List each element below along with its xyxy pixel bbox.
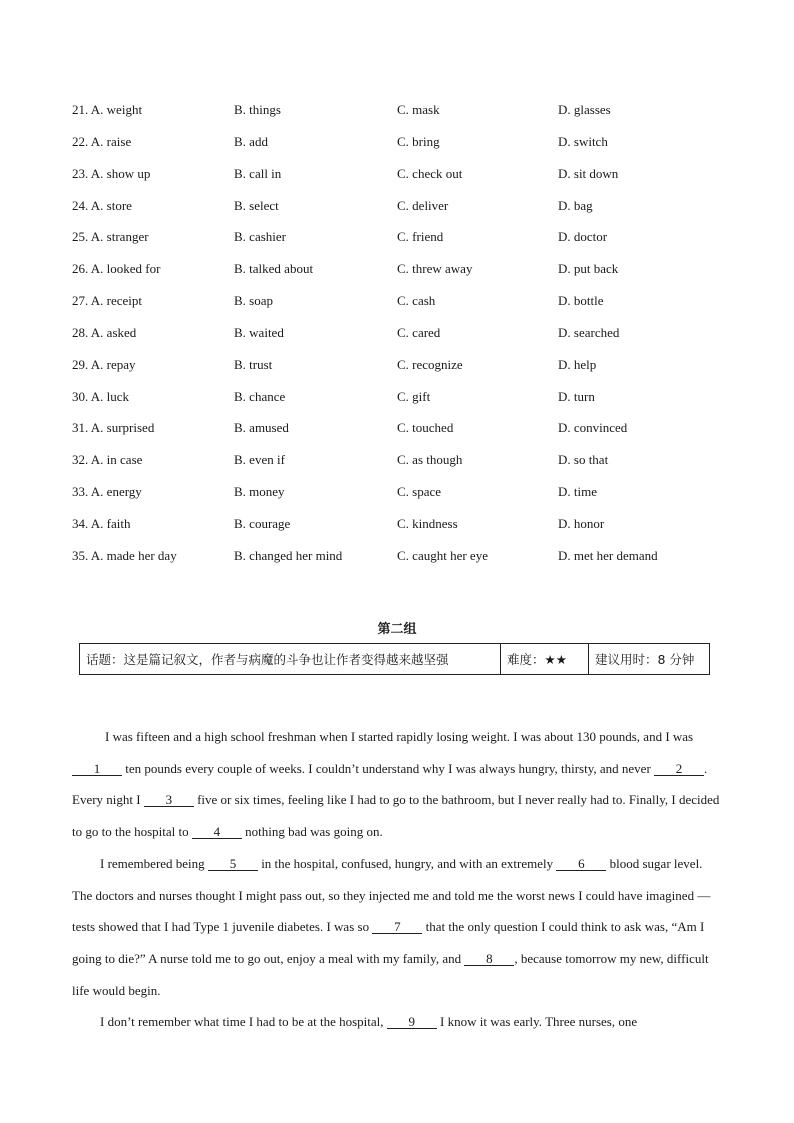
answer-options xyxy=(72,102,732,580)
text-span: five or six times, feeling like I had to go to the bathroom, but I never really had to. Finally, I decided to go to the hospital to xyxy=(72,792,720,840)
text-span: blood sugar level. The doctors and nurses thought I might pass out, so they injected me and told me the worst news I could have imagined — tests showed that I had Type 1 juvenile diabetes. I was so xyxy=(72,855,711,935)
option-d: D. help xyxy=(558,356,597,372)
option-d: D. so that xyxy=(558,452,609,468)
option-d: D. convinced xyxy=(558,420,628,436)
option-d: D. searched xyxy=(558,324,620,340)
option-row-32 xyxy=(72,452,732,484)
passage xyxy=(72,721,722,1038)
text-span: I remembered being xyxy=(100,855,208,871)
paragraph-2 xyxy=(72,848,722,1007)
option-c: C. touched xyxy=(397,420,454,436)
option-b: B. waited xyxy=(234,324,284,340)
blank-7: 7 xyxy=(372,920,422,934)
option-d: D. turn xyxy=(558,388,595,404)
option-row-27 xyxy=(72,293,732,325)
option-a: 30. A. luck xyxy=(72,388,130,404)
text-span: I was fifteen and a high school freshman when I started rapidly losing weight. I was about 130 pounds, and I was xyxy=(105,729,694,744)
text-span: ten pounds every couple of weeks. I couldn’t understand why I was always hungry, thirsty, and never xyxy=(122,760,655,776)
option-a: 35. A. made her day xyxy=(72,547,177,563)
option-b: B. chance xyxy=(234,388,286,404)
option-a: 34. A. faith xyxy=(72,515,131,531)
paragraph-3 xyxy=(72,1006,722,1038)
option-b: B. add xyxy=(234,133,268,149)
option-c: C. caught her eye xyxy=(397,547,488,563)
option-a: 23. A. show up xyxy=(72,165,151,181)
option-row-22 xyxy=(72,134,732,166)
text-span: nothing bad was going on. xyxy=(241,824,383,840)
option-c: C. threw away xyxy=(397,261,473,277)
option-c: C. bring xyxy=(397,133,440,149)
option-row-31 xyxy=(72,420,732,452)
option-d: D. honor xyxy=(558,515,605,531)
option-a: 22. A. raise xyxy=(72,133,132,149)
blank-6: 6 xyxy=(556,857,606,871)
option-d: D. met her demand xyxy=(558,547,658,563)
option-row-34 xyxy=(72,516,732,548)
option-row-21 xyxy=(72,102,732,134)
option-row-35 xyxy=(72,548,732,580)
info-table xyxy=(79,643,710,675)
option-b: B. call in xyxy=(234,165,282,181)
option-c: C. gift xyxy=(397,388,431,404)
option-b: B. changed her mind xyxy=(234,547,343,563)
option-a: 24. A. store xyxy=(72,197,132,213)
option-d: D. switch xyxy=(558,133,608,149)
option-a: 21. A. weight xyxy=(72,102,143,117)
blank-5: 5 xyxy=(208,857,258,871)
option-d: D. glasses xyxy=(558,102,611,117)
option-d: D. time xyxy=(558,484,597,500)
option-b: B. trust xyxy=(234,356,273,372)
option-row-25 xyxy=(72,229,732,261)
difficulty-cell: 难度：★★ xyxy=(501,644,589,675)
group-title: 第二组 xyxy=(377,622,417,637)
text-span: that the only question I could think to ask was, “Am I going to die?” A nurse told me to go out, enjoy a meal with my family, and xyxy=(72,919,705,966)
option-d: D. put back xyxy=(558,261,619,277)
option-d: D. doctor xyxy=(558,229,608,245)
option-row-24 xyxy=(72,198,732,230)
topic-cell: 话题：这是篇记叙文，作者与病魔的斗争也让作者变得越来越坚强 xyxy=(80,644,501,675)
option-b: B. talked about xyxy=(234,261,314,277)
option-b: B. things xyxy=(234,102,281,117)
option-b: B. courage xyxy=(234,515,291,531)
time-cell: 建议用时：8 分钟 xyxy=(589,644,710,675)
option-d: D. sit down xyxy=(558,165,619,181)
option-row-26 xyxy=(72,261,732,293)
option-c: C. cared xyxy=(397,324,441,340)
blank-9: 9 xyxy=(387,1015,437,1029)
paragraph-1 xyxy=(72,721,722,848)
option-row-23 xyxy=(72,166,732,198)
option-a: 25. A. stranger xyxy=(72,229,149,245)
option-d: D. bottle xyxy=(558,293,604,309)
option-c: C. recognize xyxy=(397,356,463,372)
option-b: B. select xyxy=(234,197,279,213)
blank-8: 8 xyxy=(464,952,514,966)
option-b: B. amused xyxy=(234,420,289,436)
option-a: 29. A. repay xyxy=(72,356,136,372)
option-a: 32. A. in case xyxy=(72,452,143,468)
text-span: I don’t remember what time I had to be at the hospital, xyxy=(100,1014,387,1030)
option-a: 33. A. energy xyxy=(72,484,142,500)
option-row-33 xyxy=(72,484,732,516)
option-b: B. money xyxy=(234,484,285,500)
option-row-30 xyxy=(72,389,732,421)
blank-2: 2 xyxy=(654,762,704,776)
option-c: C. check out xyxy=(397,165,463,181)
option-b: B. cashier xyxy=(234,229,286,245)
text-span: . Every night I xyxy=(72,760,708,808)
option-c: C. mask xyxy=(397,102,440,117)
blank-4: 4 xyxy=(192,825,242,839)
text-span: , because tomorrow my new, difficult life would begin. xyxy=(72,950,709,998)
text-span: I know it was early. Three nurses, one xyxy=(436,1014,638,1030)
option-a: 28. A. asked xyxy=(72,324,137,340)
option-row-29 xyxy=(72,357,732,389)
option-b: B. soap xyxy=(234,293,273,309)
option-c: C. space xyxy=(397,484,442,500)
option-a: 26. A. looked for xyxy=(72,261,161,277)
blank-1: 1 xyxy=(72,762,122,776)
option-a: 27. A. receipt xyxy=(72,293,143,309)
option-row-28 xyxy=(72,325,732,357)
blank-3: 3 xyxy=(144,793,194,807)
option-c: C. friend xyxy=(397,229,444,245)
option-c: C. deliver xyxy=(397,197,449,213)
option-d: D. bag xyxy=(558,197,593,213)
option-a: 31. A. surprised xyxy=(72,420,155,436)
text-span: in the hospital, confused, hungry, and with an extremely xyxy=(257,855,557,871)
option-b: B. even if xyxy=(234,452,285,468)
option-c: C. as though xyxy=(397,452,463,468)
option-c: C. cash xyxy=(397,293,436,309)
option-c: C. kindness xyxy=(397,515,458,531)
